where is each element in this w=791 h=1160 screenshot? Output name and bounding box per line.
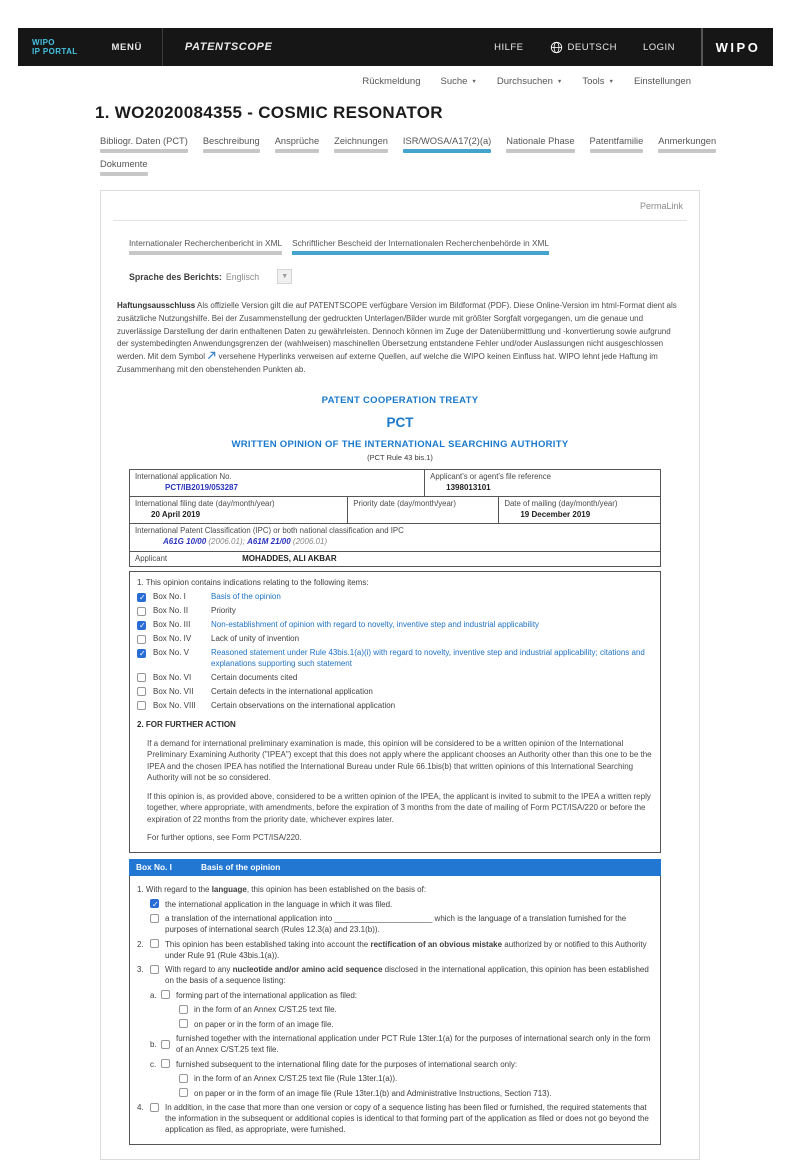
table-row — [130, 497, 660, 524]
pct-form — [129, 469, 661, 1146]
disclaimer-text — [117, 300, 683, 377]
disclaimer-lead: Haftungsausschluss — [117, 301, 196, 310]
report-language-row — [129, 269, 689, 284]
ipc-cell — [130, 524, 660, 551]
top-bar-main — [18, 28, 701, 66]
tab-patent-family[interactable] — [590, 136, 644, 153]
box-label: Certain documents cited — [211, 672, 298, 682]
box-row-8 — [137, 701, 653, 712]
item-letter: a. — [150, 990, 157, 1000]
tab-bibliographic-data[interactable] — [100, 136, 188, 153]
item-number: 4. — [137, 1103, 144, 1113]
tab-claims[interactable] — [275, 136, 319, 153]
box-row-2 — [137, 606, 653, 617]
xml-subtabs — [129, 238, 689, 255]
items-intro: 1. This opinion contains indications relating to the following items: — [137, 577, 369, 587]
checkbox-sequence-listing[interactable] — [150, 965, 159, 974]
chevron-down-icon: ▼ — [608, 78, 614, 85]
checkbox-3c-text-file[interactable] — [179, 1074, 188, 1083]
patentscope-logo[interactable]: PATENTSCOPE — [184, 41, 273, 53]
tab-label: Anmerkungen — [658, 136, 717, 146]
option-label: a translation of the international application into ______________________ which is the language of a translation furnished for the purposes of international search (Rules 12.3(a) and 23.1(b)). — [165, 914, 627, 935]
opinion-heading: WRITTEN OPINION OF THE INTERNATIONAL SEARCHING AUTHORITY — [231, 438, 569, 450]
nav-tools[interactable] — [582, 76, 614, 87]
tab-label: Ansprüche — [274, 136, 320, 146]
item-4 — [137, 1102, 653, 1135]
language-selector[interactable] — [550, 41, 617, 54]
tab-notes[interactable] — [658, 136, 716, 153]
box-number: Box No. VII — [153, 686, 194, 696]
item-3b — [150, 1033, 653, 1055]
nav-settings[interactable] — [634, 76, 691, 87]
applicant-label: Applicant — [135, 553, 168, 563]
subtab-written-opinion-xml[interactable] — [292, 238, 549, 255]
nav-browse[interactable] — [497, 76, 562, 87]
table-row — [130, 524, 660, 552]
checkbox-box-ii[interactable] — [137, 607, 146, 616]
mailing-date-cell — [498, 497, 660, 523]
ipc-code: A61M 21/00 — [247, 536, 291, 546]
nav-feedback-label: Rückmeldung — [362, 76, 421, 87]
page — [0, 28, 791, 1135]
subtab-label: Internationaler Recherchenbericht in XML — [129, 238, 283, 248]
option-label: forming part of the international application as filed: — [176, 990, 357, 1000]
item-number: 2. — [137, 939, 144, 949]
ipc-code: A61G 10/00 — [163, 536, 207, 546]
checkbox-3a-text-file[interactable] — [179, 1005, 188, 1014]
checkbox-3a-image-file[interactable] — [179, 1019, 188, 1028]
box-label: Certain observations on the international application — [211, 700, 396, 710]
box-label-link[interactable]: Basis of the opinion — [211, 592, 281, 602]
item-letter: b. — [150, 1039, 157, 1049]
item-2 — [137, 939, 653, 961]
ipc-version: (2006.01); — [208, 536, 245, 546]
box-number: Box No. V — [153, 648, 190, 658]
application-number-cell — [130, 470, 424, 496]
tab-description[interactable] — [203, 136, 260, 153]
box-number: Box No. II — [153, 606, 189, 616]
filing-date-cell — [130, 497, 347, 523]
top-bar — [18, 28, 773, 66]
external-link-icon — [207, 351, 216, 360]
nav-browse-label: Durchsuchen — [496, 76, 553, 87]
rule-reference: (PCT Rule 43 bis.1) — [367, 452, 433, 462]
item-3 — [137, 964, 653, 986]
box-row-7 — [137, 687, 653, 698]
option-label: on paper or in the form of an image file. — [194, 1019, 334, 1029]
brand-line1: WIPO — [32, 38, 55, 47]
ipc-codes — [163, 537, 655, 546]
tab-label: ISR/WOSA/A17(2)(a) — [402, 136, 492, 146]
tab-drawings[interactable] — [334, 136, 388, 153]
checkbox-rectification[interactable] — [150, 939, 159, 948]
disclaimer-part2: versehene Hyperlinks verweisen auf externe Quellen, auf welche die WIPO keinen Einfluss hat. WIPO lehnt jede Haftung im Zusammenhang mit den obenstehenden Punkten ab. — [117, 352, 658, 374]
nav-settings-label: Einstellungen — [633, 76, 691, 87]
box-label-link[interactable]: Non-establishment of opinion with regard to novelty, inventive step and industrial applicability — [211, 620, 540, 630]
item-2-text: This opinion has been established taking into account the rectification of an obvious mistake authorized by or notified to this Authority under Rule 91 (Rule 43bis.1(a)). — [165, 939, 647, 960]
box-number: Box No. III — [153, 620, 191, 630]
item-3a-2 — [179, 1019, 653, 1030]
application-number-label: International application No. — [135, 471, 232, 481]
help-link[interactable]: HILFE — [494, 41, 524, 53]
box-row-6 — [137, 673, 653, 684]
item-number: 3. — [137, 965, 144, 975]
option-label: furnished together with the international application under PCT Rule 13ter.1(a) for the purposes of international search only in the form of an Annex C/ST.25 text file. — [176, 1034, 651, 1055]
box-label: Priority — [211, 606, 236, 616]
nav-tools-label: Tools — [582, 76, 605, 87]
checkbox-language-as-filed[interactable] — [150, 899, 159, 908]
report-language-dropdown[interactable] — [277, 269, 292, 284]
content-card — [100, 190, 700, 1160]
checkbox-3b[interactable] — [161, 1040, 170, 1049]
report-language-value: Englisch — [225, 271, 260, 282]
tab-label: Patentfamilie — [589, 136, 644, 146]
checkbox-translation[interactable] — [150, 914, 159, 923]
item-3c-2 — [179, 1088, 653, 1099]
tab-label: Zeichnungen — [334, 136, 388, 146]
box-i-title: Basis of the opinion — [201, 861, 281, 872]
checkbox-box-v[interactable] — [137, 649, 146, 658]
option-label: in the form of an Annex C/ST.25 text file (Rule 13ter.1(a)). — [194, 1074, 398, 1084]
ipc-label: International Patent Classification (IPC) or both national classification and IPC — [135, 525, 404, 535]
language-label: DEUTSCH — [567, 41, 617, 53]
tab-label: Nationale Phase — [506, 136, 575, 146]
item-4-text: In addition, in the case that more than one version or copy of a sequence listing has been filed or furnished, the required statements that the information in the subsequent or additional copies is identical to that forming part of the application as filed or does not go beyond the application as filed, as appropriate, were furnished. — [165, 1103, 649, 1135]
application-number-value: PCT/IB2019/053287 — [165, 482, 238, 492]
pct-heading: PCT — [386, 414, 414, 430]
item-letter: c. — [150, 1059, 157, 1069]
box-row-5 — [137, 648, 653, 669]
checkbox-3c-image-file[interactable] — [179, 1088, 188, 1097]
priority-date-label: Priority date (day/month/year) — [353, 498, 456, 508]
ipc-version: (2006.01) — [292, 536, 328, 546]
box-i-number: Box No. I — [136, 861, 172, 872]
option-label: furnished subsequent to the international filing date for the purposes of international search only: — [176, 1059, 518, 1069]
mailing-date-label: Date of mailing (day/month/year) — [504, 498, 618, 508]
brand-line2: IP PORTAL — [32, 47, 78, 56]
file-reference-cell — [424, 470, 660, 496]
table-row — [130, 470, 660, 497]
wipo-logo[interactable]: WIPO — [701, 28, 773, 66]
treaty-heading: PATENT COOPERATION TREATY — [321, 394, 479, 406]
checkbox-box-vi[interactable] — [137, 673, 146, 682]
secondary-nav — [0, 66, 791, 87]
option-label: the international application in the language in which it was filed. — [165, 899, 393, 909]
checkbox-3c[interactable] — [161, 1059, 170, 1068]
checkbox-box-iv[interactable] — [137, 635, 146, 644]
disclaimer-part1: Als offizielle Version gilt die auf PATENTSCOPE verfügbare Version im Bildformat (PDF). Diese Online-Version im html-Format dient als zusätzliche Nutzungshilfe. Bei der Zusammenstellung der gedruckten Unterlagen/Bilder wurde mit größter Sorgfalt vorgegangen, um die genaue und zuverlässige Darstellung der darin enthaltenen Daten zu gewährleisten. Dennoch können im Zuge der Datenübermittlung und -konvertierung sowie aufgrund der systembedingten Anwendungsgrenzen der (wahlweisen) maschinellen Übersetzung entstandene Fehler und/oder Auslassungen nicht ausgeschlossen werden. Mit dem Symbol — [117, 301, 677, 362]
file-reference-label: Applicant's or agent's file reference — [430, 471, 552, 481]
mailing-date-value: 19 December 2019 — [520, 509, 591, 519]
checkbox-box-vii[interactable] — [137, 687, 146, 696]
further-action-paragraph: If a demand for international preliminary examination is made, this opinion will be considered to be a written opinion of the International Preliminary Examining Authority ("IPEA") except that this does not apply where the applicant chooses an Authority other than this one to be the IPEA and the chosen IPEA has notified the International Bureau under Rule 66.1bis(b) that written opinions of this International Searching Authority will not be so considered. — [147, 738, 652, 783]
box-number: Box No. VIII — [153, 700, 196, 710]
tab-national-phase[interactable] — [506, 136, 574, 153]
chevron-down-icon: ▼ — [556, 78, 563, 85]
item-1 — [137, 884, 653, 895]
tab-label: Beschreibung — [202, 136, 260, 146]
item-1-option-b — [150, 913, 653, 935]
filing-date-label: International filing date (day/month/year) — [135, 498, 275, 508]
further-action-paragraph: For further options, see Form PCT/ISA/220. — [147, 833, 302, 843]
item-3-text: With regard to any nucleotide and/or amino acid sequence disclosed in the international application, this opinion has been established on the basis of a sequence listing: — [165, 965, 649, 986]
card-divider — [113, 220, 687, 221]
applicant-cell — [130, 552, 660, 566]
further-action-title: 2. FOR FURTHER ACTION — [137, 720, 236, 730]
item-3a — [150, 990, 653, 1001]
box-i-content — [129, 876, 661, 1146]
filing-date-value: 20 April 2019 — [151, 509, 201, 519]
login-link[interactable]: LOGIN — [642, 41, 675, 53]
tab-documents[interactable] — [100, 159, 148, 176]
item-1-text: 1. With regard to the language, this opinion has been established on the basis of: — [137, 885, 427, 895]
tab-bar — [100, 136, 791, 176]
nav-feedback[interactable] — [362, 76, 420, 87]
subtab-label: Schriftlicher Bescheid der Internationalen Recherchenbehörde in XML — [292, 238, 550, 248]
table-row — [130, 552, 660, 566]
tab-label: Bibliogr. Daten (PCT) — [100, 136, 188, 146]
box-row-1 — [137, 592, 653, 603]
chevron-down-icon: ▼ — [281, 273, 289, 280]
checkbox-additional-copies[interactable] — [150, 1103, 159, 1112]
opinion-items-box — [129, 571, 661, 853]
box-row-3 — [137, 620, 653, 631]
nav-search-label: Suche — [440, 76, 468, 87]
nav-search[interactable] — [440, 76, 476, 87]
item-1-option-a — [150, 899, 653, 910]
page-title: 1. WO2020084355 - COSMIC RESONATOR — [95, 103, 443, 122]
checkbox-box-viii[interactable] — [137, 701, 146, 710]
application-info-table — [129, 469, 661, 567]
checkbox-box-iii[interactable] — [137, 621, 146, 630]
box-row-4 — [137, 634, 653, 645]
box-label: Lack of unity of invention — [211, 634, 300, 644]
menu-button[interactable]: MENÜ — [111, 41, 142, 53]
box-number: Box No. IV — [153, 634, 192, 644]
box-number: Box No. VI — [153, 672, 192, 682]
tab-label: Dokumente — [100, 159, 148, 169]
box-number: Box No. I — [153, 592, 186, 602]
item-3a-1 — [179, 1004, 653, 1015]
globe-icon — [550, 41, 563, 54]
checkbox-box-i[interactable] — [137, 593, 146, 602]
subtab-international-search-report-xml[interactable] — [129, 238, 282, 255]
applicant-value: MOHADDES, ALI AKBAR — [242, 553, 337, 563]
tab-isr-wosa[interactable] — [403, 136, 491, 153]
permalink-link[interactable]: PermaLink — [639, 201, 683, 211]
item-3c-1 — [179, 1073, 653, 1084]
option-label: in the form of an Annex C/ST.25 text file. — [194, 1005, 337, 1015]
item-3c — [150, 1059, 653, 1070]
checkbox-3a[interactable] — [161, 990, 170, 999]
wipo-ip-portal-logo[interactable] — [18, 38, 92, 56]
file-reference-value: 1398013101 — [446, 482, 491, 492]
chevron-down-icon: ▼ — [471, 78, 477, 85]
box-label: Certain defects in the international application — [211, 686, 373, 696]
priority-date-cell — [347, 497, 498, 523]
option-label: on paper or in the form of an image file (Rule 13ter.1(b) and Administrative Instructions, Section 713). — [194, 1088, 552, 1098]
further-action-paragraph: If this opinion is, as provided above, considered to be a written opinion of the IPEA, the applicant is invited to submit to the IPEA a written reply together, where appropriate, with amendments, before the expiration of 3 months from the date of mailing of Form PCT/ISA/220 or before the expiration of 22 months from the priority date, whichever expires later. — [147, 791, 651, 824]
box-label-link[interactable]: Reasoned statement under Rule 43bis.1(a)(i) with regard to novelty, inventive step and industrial applicability; citations and explanations supporting such statement — [211, 648, 645, 668]
report-language-label: Sprache des Berichts: — [129, 271, 222, 282]
box-i-header — [129, 859, 661, 876]
